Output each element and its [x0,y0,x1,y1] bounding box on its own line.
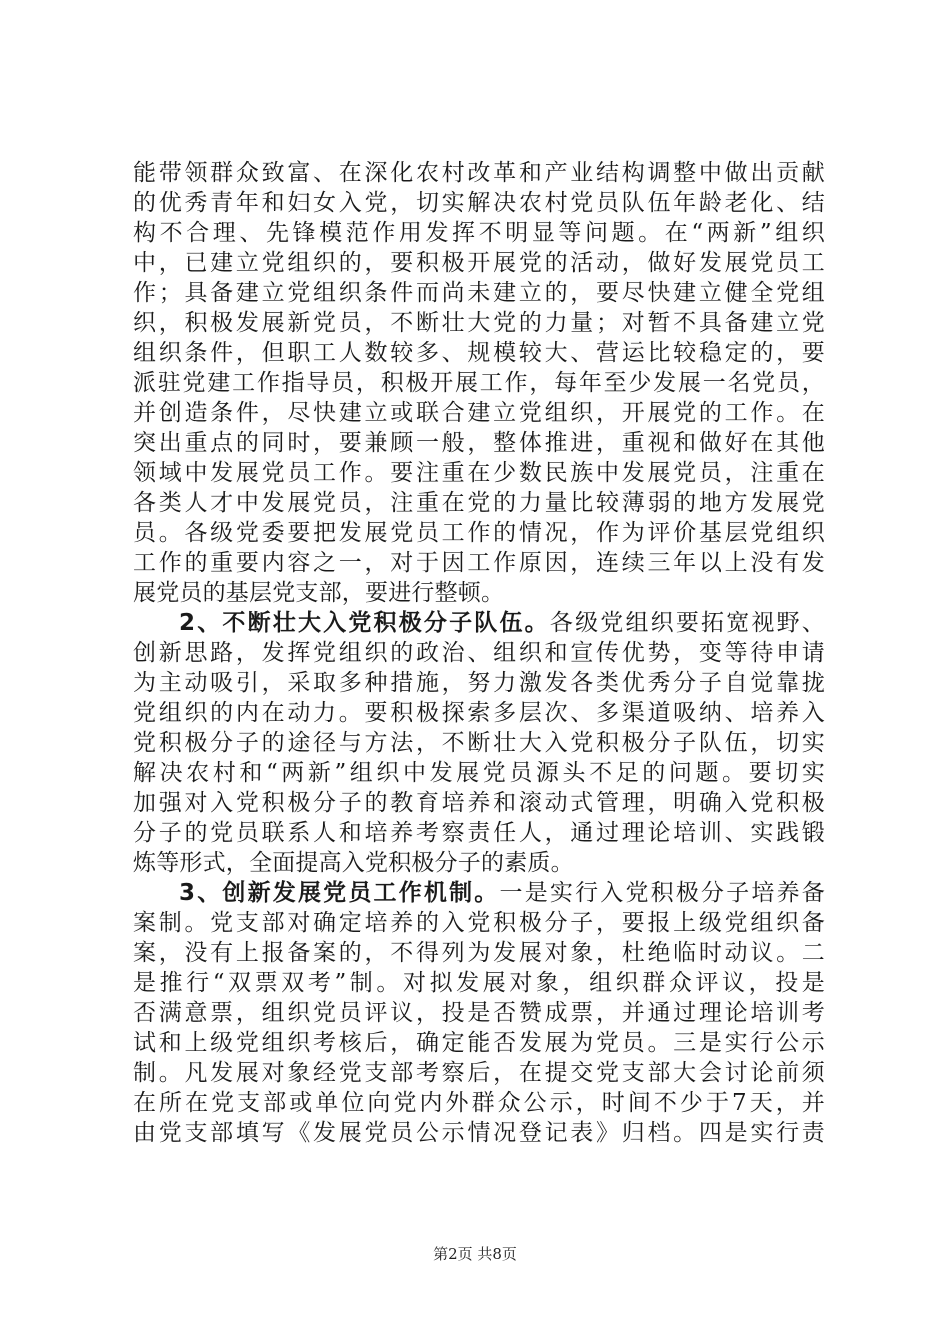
section-heading-2: 2、不断壮大入党积极分子队伍。 [179,610,550,636]
text-line: 否满意票，组织党员评议，投是否赞成票，并通过理论培训考 [133,1000,825,1026]
text-line: 制。凡发展对象经党支部考察后，在提交党支部大会讨论前须 [133,1060,825,1086]
page-number: 第2页 共8页 [433,1245,517,1263]
paragraph-3 [133,878,825,1148]
document-body [133,158,825,1148]
text-line: 派驻党建工作指导员，积极开展工作，每年至少发展一名党员， [133,370,825,396]
paragraph-1 [133,158,825,608]
text-line: 分子的党员联系人和培养考察责任人，通过理论培训、实践锻 [133,820,825,846]
text-line: 并创造条件，尽快建立或联合建立党组织，开展党的工作。在 [133,400,825,426]
text-line: 组织条件，但职工人数较多、规模较大、营运比较稳定的，要 [133,340,825,366]
paragraph-3-first-line [133,878,825,908]
text-line: 案制。党支部对确定培养的入党积极分子，要报上级党组织备 [133,910,825,936]
text-line: 各类人才中发展党员，注重在党的力量比较薄弱的地方发展党 [133,490,825,516]
text-line: 中，已建立党组织的，要积极开展党的活动，做好发展党员工 [133,250,825,276]
text-line: 织，积极发展新党员，不断壮大党的力量；对暂不具备建立党 [133,310,825,336]
text-line: 的优秀青年和妇女入党，切实解决农村党员队伍年龄老化、结 [133,190,825,216]
text-line: 解决农村和“两新”组织中发展党员源头不足的问题。要切实 [133,760,825,786]
paragraph-2-first-text: 各级党组织要拓宽视野、 [549,610,825,636]
text-line: 为主动吸引，采取多种措施，努力激发各类优秀分子自觉靠拢 [133,670,825,696]
text-line: 是推行“双票双考”制。对拟发展对象，组织群众评议，投是 [133,970,825,996]
text-line: 炼等形式，全面提高入党积极分子的素质。 [133,850,574,876]
text-line: 构不合理、先锋模范作用发挥不明显等问题。在“两新”组织 [133,220,825,246]
text-line: 能带领群众致富、在深化农村改革和产业结构调整中做出贡献 [133,160,825,186]
text-line: 党组织的内在动力。要积极探索多层次、多渠道吸纳、培养入 [133,700,825,726]
text-line: 党积极分子的途径与方法，不断壮大入党积极分子队伍，切实 [133,730,825,756]
text-line: 员。各级党委要把发展党员工作的情况，作为评价基层党组织 [133,520,825,546]
text-line: 展党员的基层党支部，要进行整顿。 [133,580,505,606]
text-line: 作；具备建立党组织条件而尚未建立的，要尽快建立健全党组 [133,280,825,306]
text-line: 试和上级党组织考核后，确定能否发展为党员。三是实行公示 [133,1030,825,1056]
text-line: 工作的重要内容之一，对于因工作原因，连续三年以上没有发 [133,550,825,576]
section-heading-3: 3、创新发展党员工作机制。 [179,880,500,906]
page-footer [0,1243,950,1264]
paragraph-2-first-line [133,608,825,638]
text-line: 在所在党支部或单位向党内外群众公示，时间不少于7天，并 [133,1090,825,1116]
paragraph-3-first-text: 一是实行入党积极分子培养备 [499,880,825,906]
text-line: 由党支部填写《发展党员公示情况登记表》归档。四是实行责 [133,1120,825,1146]
paragraph-2 [133,608,825,878]
text-line: 案，没有上报备案的，不得列为发展对象，杜绝临时动议。二 [133,940,825,966]
text-line: 领域中发展党员工作。要注重在少数民族中发展党员，注重在 [133,460,825,486]
text-line: 加强对入党积极分子的教育培养和滚动式管理，明确入党积极 [133,790,825,816]
text-line: 创新思路，发挥党组织的政治、组织和宣传优势，变等待申请 [133,640,825,666]
text-line: 突出重点的同时，要兼顾一般，整体推进，重视和做好在其他 [133,430,825,456]
